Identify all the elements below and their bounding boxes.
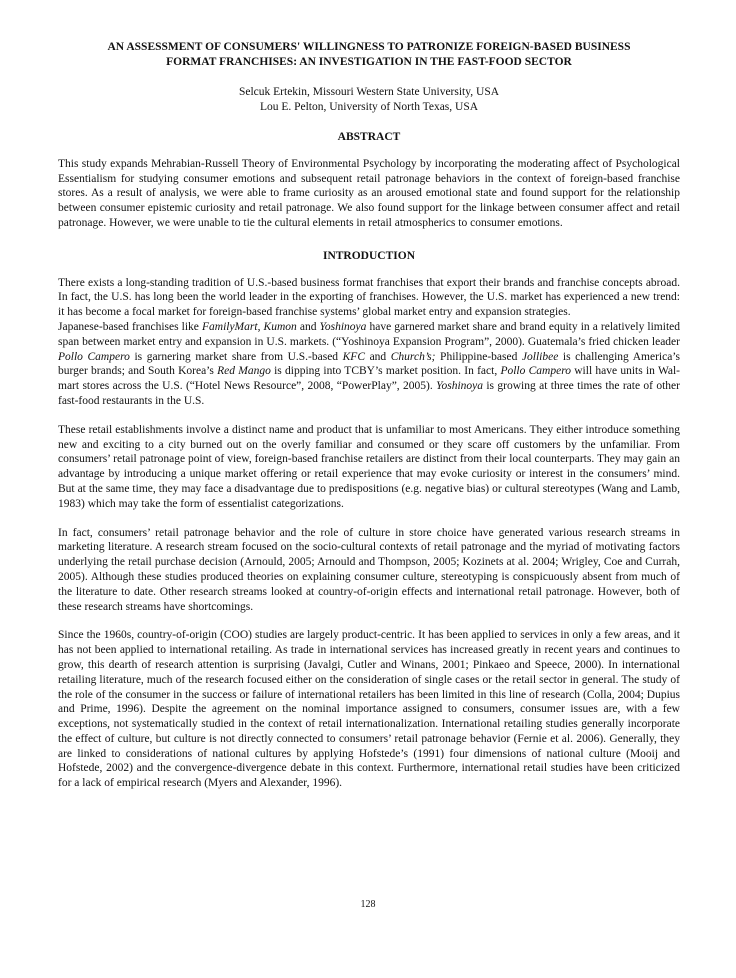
author-block [58,85,680,114]
paper-title [58,40,680,69]
intro-paragraph-1: There exists a long-standing tradition of U.S.-based business format franchises that export their brands and franchise concepts abroad. In fact, the U.S. has long been the world leader in the exporting of franchises. However, the U.S. market has experienced a new trend: it has become a focal market for foreign-based franchise systems’ global market entry and expansion strategies. [58,276,680,319]
title-line-1: AN ASSESSMENT OF CONSUMERS' WILLINGNESS TO PATRONIZE FOREIGN-BASED BUSINESS [107,41,631,53]
page-number: 128 [360,899,376,910]
intro-paragraph-5: Since the 1960s, country-of-origin (COO) studies are largely product-centric. It has been applied to services in only a few areas, and it has not been applied to international retailing. As trade in international services has increased greatly in recent years and continues to grow, this dearth of research attention is surprising (Javalgi, Cutler and Winans, 2001; Pinkaeo and Speece, 2000). In international retailing literature, much of the research focused either on the consideration of single cases or the retail sector in general. The study of the role of the consumer in the success or failure of international retailers has been limited in this line of research (Colla, 2004; Dupius and Prime, 1996). Despite the agreement on the nominal importance assigned to consumers, consumer issues are, with a few exceptions, not systematically studied in the context of retail internationalization. International retailing studies generally incorporate the effect of culture, but culture is not directly connected to consumers’ retail patronage behavior (Fernie et al. 2006). Generally, they are linked to considerations of national cultures by applying Hofstede’s (1991) four dimensions of national culture (Mooij and Hofstede, 2002) and the convergence-divergence debate in this context. Furthermore, international retail studies have been criticized for a lack of empirical research (Myers and Alexander, 1996). [58,629,680,790]
intro-paragraph-2: Japanese-based franchises like FamilyMart, Kumon and Yoshinoya have garnered market share and brand equity in a relatively limited span between market entry and expansion in U.S. markets. (“Yoshinoya Expansion Program”, 2000). Guatemala’s fried chicken leader Pollo Campero is garnering market share from U.S.-based KFC and Church’s; Philippine-based Jollibee is challenging America’s burger brands; and South Korea’s Red Mango is dipping into TCBY’s market position. In fact, Pollo Campero will have units in Wal-mart stores across the U.S. (“Hotel News Resource”, 2008, “PowerPlay”, 2005). Yoshinoya is growing at three times the rate of other fast-food restaurants in the U.S. [58,320,681,407]
intro-paragraph-3: These retail establishments involve a distinct name and product that is unfamiliar to most Americans. They either introduce something new and exciting to a city burned out on the overly familiar and consumed or they scare off customers by the unfamiliar. From consumers’ retail patronage point of view, foreign-based franchise retailers are distinct from their local counterparts. They may gain an advantage by introducing a unique market offering or retail experience that may evoke curiosity or interest in the consumers’ mind. But at the same time, they may face a disadvantage due to predispositions (e.g. negative bias) or cultural stereotypes (Wang and Lamb, 1983) which may take the form of essentialist categorizations. [58,423,680,510]
author-2: Lou E. Pelton, University of North Texas, USA [259,100,479,113]
abstract-text: This study expands Mehrabian-Russell Theory of Environmental Psychology by incorporating the moderating affect of Psychological Essentialism for studying consumer emotions and subsequent retail patronage behaviors in the context of foreign-based franchise stores. As a result of analysis, we were able to frame curiosity as an aroused emotional state and found support for the relationship between consumer epistemic curiosity and retail patronage. We also found support for the linkage between consumer affect and retail patronage. However, we were unable to tie the cultural elements in retail atmospherics to consumer emotions. [58,157,680,229]
intro-paragraph-4: In fact, consumers’ retail patronage behavior and the role of culture in store choice have generated various research streams in marketing literature. A research stream focused on the socio-cultural contexts of retail patronage and the myriad of motivating factors underlying the retail purchase decision (Arnould, 2005; Arnould and Thompson, 2005; Kozinets at al. 2004; Wrigley, Coe and Currah, 2005). Although these studies produced theories on explaining consumer culture, stereotyping is conspicuously absent from much of the literature to date. Other research streams looked at country-of-origin effects and international retail patronage. However, both of these research streams have shortcomings. [58,526,680,613]
title-line-2: FORMAT FRANCHISES: AN INVESTIGATION IN THE FAST-FOOD SECTOR [166,55,572,68]
abstract-heading: ABSTRACT [337,131,401,143]
paper-page [58,40,680,791]
author-1: Selcuk Ertekin, Missouri Western State University, USA [238,86,500,98]
introduction-heading: INTRODUCTION [322,249,415,262]
